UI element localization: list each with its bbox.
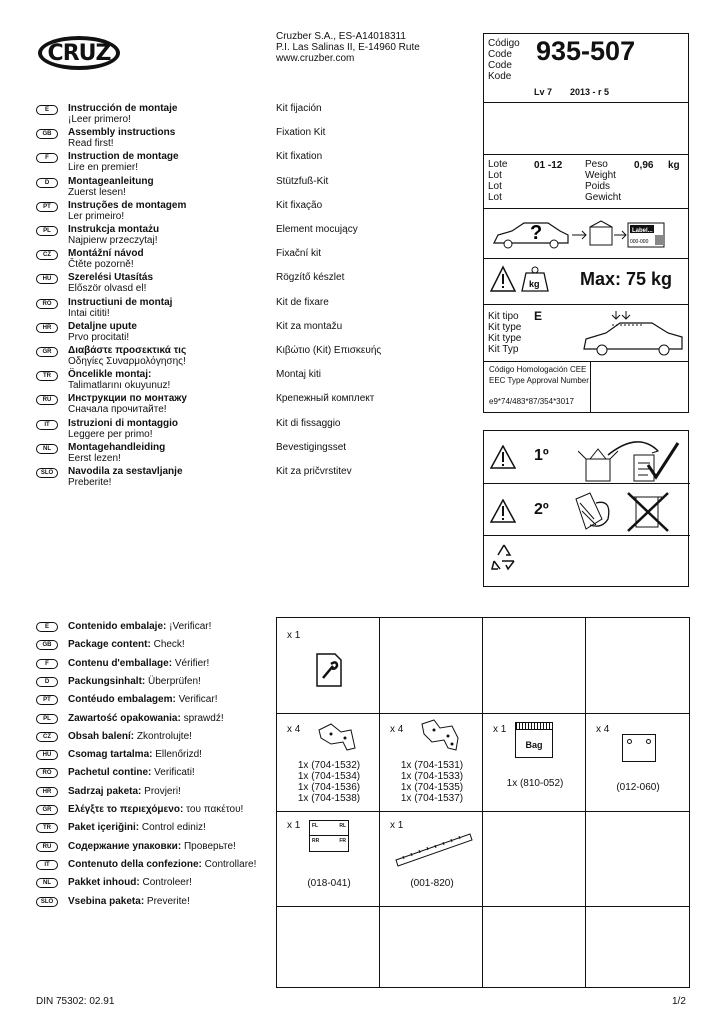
package-row — [36, 747, 296, 765]
bracket-b-refs: 1x (704-1531) 1x (704-1533) 1x (704-1535) 1x (704-1537) — [400, 760, 464, 804]
instruction-title: Montagehandleiding — [68, 441, 166, 453]
steps-box — [483, 430, 689, 587]
warning-icon — [490, 499, 516, 523]
kit-type-labels: Kit tipo Kit type Kit type Kit Typ — [488, 311, 522, 355]
kit-name: Kit de fixare — [276, 296, 329, 308]
car-label-location-icon — [490, 215, 686, 255]
language-badge: D — [36, 677, 58, 687]
instruction-title: Istruzioni di montaggio — [68, 417, 178, 429]
package-row — [36, 875, 296, 893]
language-badge: PL — [36, 226, 58, 236]
kit-name: Bevestigingsset — [276, 441, 347, 453]
instruction-title: Instrucción de montaje — [68, 103, 178, 114]
language-badge: RO — [36, 299, 58, 309]
instruction-title: Инструкции по монтажу — [68, 393, 187, 405]
language-badge: HU — [36, 750, 58, 760]
kit-name: Fixation Kit — [276, 127, 326, 139]
kit-name: Rögzítő készlet — [276, 272, 345, 284]
language-row — [36, 393, 426, 417]
language-row — [36, 200, 426, 224]
label-code: 000-000 — [630, 239, 649, 245]
part-cell-ruler — [379, 811, 483, 907]
blank-box — [483, 103, 689, 155]
package-text: Csomag tartalma: Ellenőrizd! — [68, 749, 202, 761]
instruction-title: Instruction de montage — [68, 151, 179, 163]
company-name: Cruzber S.A., ES-A14018311 — [276, 31, 406, 42]
language-row — [36, 321, 426, 345]
code-labels: Código Code Code Kode — [488, 38, 520, 82]
page-number: 1/2 — [672, 996, 686, 1007]
language-badge: E — [36, 622, 58, 632]
weight-value: 0,96 — [634, 160, 654, 171]
step-one-label: 1º — [534, 447, 549, 464]
weight-unit: kg — [668, 160, 680, 171]
kit-type-box — [483, 305, 689, 362]
instruction-subtitle: Read first! — [68, 138, 114, 150]
language-row — [36, 127, 426, 151]
pad-icon — [622, 734, 656, 762]
part-cell-bracket-a — [276, 713, 380, 812]
instruction-subtitle: Prvo procitati! — [68, 331, 130, 343]
instruction-subtitle: Lire en premier! — [68, 162, 139, 174]
bag-ref: 1x (810-052) — [506, 778, 564, 789]
language-badge: HR — [36, 323, 58, 333]
part-qty: x 1 — [287, 630, 301, 641]
homologation-box — [483, 362, 591, 413]
instruction-subtitle: Сначала прочитайте! — [68, 404, 167, 416]
package-text: Contenido embalaje: ¡Verificar! — [68, 621, 212, 632]
language-row — [36, 151, 426, 175]
revision: 2013 - r 5 — [570, 87, 610, 97]
open-box-check-icon — [578, 435, 682, 487]
bag-icon — [515, 722, 553, 758]
package-row — [36, 894, 296, 912]
part-cell-pad — [585, 713, 690, 812]
instruction-subtitle: Preberite! — [68, 477, 112, 488]
kit-name: Kit fijación — [276, 103, 322, 114]
bracket-a-icon — [317, 720, 357, 752]
part-cell-bracket-b — [379, 713, 483, 812]
recycle-icon — [488, 541, 520, 573]
package-row — [36, 857, 296, 875]
lot-value: 01 -12 — [534, 160, 563, 171]
language-row — [36, 272, 426, 296]
divider — [484, 483, 690, 484]
language-badge: RU — [36, 842, 58, 852]
part-cell-empty — [379, 617, 483, 714]
language-badge: PT — [36, 202, 58, 212]
language-badge: GB — [36, 640, 58, 650]
car-roof-icon — [582, 309, 686, 357]
package-text: Packungsinhalt: Überprüfen! — [68, 675, 201, 687]
kit-name: Kit za pričvrstitev — [276, 466, 352, 477]
language-badge: E — [36, 105, 58, 115]
language-row — [36, 442, 426, 466]
language-badge: PL — [36, 714, 58, 724]
package-text: Zawartość opakowania: sprawdź! — [68, 712, 224, 724]
part-qty: x 4 — [390, 724, 404, 735]
kit-type-value: E — [534, 309, 543, 323]
kit-name: Element mocujący — [276, 224, 358, 235]
package-row — [36, 637, 296, 655]
language-row — [36, 248, 426, 272]
ruler-icon — [394, 828, 474, 868]
instruction-subtitle: Najpierw przeczytaj! — [68, 235, 158, 246]
part-cell-empty — [585, 906, 690, 988]
package-row — [36, 784, 296, 802]
language-badge: PT — [36, 695, 58, 705]
language-badge: SLO — [36, 468, 58, 478]
recycle-packaging-icon — [572, 489, 682, 533]
kg-text: kg — [529, 279, 540, 289]
pad-ref: (012-060) — [616, 782, 660, 793]
kit-name: Κιβώτιο (Kit) Επισκευής — [276, 345, 382, 356]
instruction-subtitle: ¡Leer primero! — [68, 114, 131, 125]
part-qty: x 4 — [596, 724, 610, 735]
package-text: Содержание упаковки: Проверьте! — [68, 840, 236, 852]
instruction-title: Instructiuni de montaj — [68, 296, 173, 308]
kit-name: Fixační kit — [276, 248, 322, 260]
language-badge: GB — [36, 129, 58, 139]
package-text: Pakket inhoud: Controleer! — [68, 877, 192, 889]
part-cell-empty — [585, 617, 690, 714]
kit-name: Kit fixation — [276, 151, 323, 163]
bag-label: Bag — [525, 740, 543, 750]
instruction-title: Instrukcja montażu — [68, 224, 160, 235]
language-badge: TR — [36, 371, 58, 381]
package-text: Pachetul contine: Verificati! — [68, 767, 195, 779]
part-cell-empty — [585, 811, 690, 907]
instruction-title: Navodila za sestavljanje — [68, 466, 183, 477]
part-cell-empty — [276, 906, 380, 988]
part-cell-instructions — [276, 617, 380, 714]
language-row — [36, 345, 426, 369]
version: Lv 7 — [534, 87, 553, 97]
instruction-subtitle: Talimatlarını okuyunuz! — [68, 380, 171, 392]
question-mark: ? — [530, 222, 543, 244]
package-row — [36, 711, 296, 729]
language-badge: RU — [36, 395, 58, 405]
language-badge: IT — [36, 420, 58, 430]
homologation-number: e9*74/483*87/354*3017 — [489, 397, 574, 406]
package-text: Vsebina paketa: Preverite! — [68, 895, 190, 907]
part-cell-sticker — [276, 811, 380, 907]
language-row — [36, 224, 426, 248]
sticker-ref: (018-041) — [307, 878, 351, 889]
max-load-box — [483, 259, 689, 305]
kit-name: Montaj kiti — [276, 369, 322, 381]
language-badge: RO — [36, 768, 58, 778]
instruction-title: Assembly instructions — [68, 127, 176, 139]
din-standard: DIN 75302: 02.91 — [36, 996, 115, 1007]
language-row — [36, 418, 426, 442]
language-row — [36, 103, 426, 127]
language-row — [36, 369, 426, 393]
warning-icon — [490, 445, 516, 469]
package-text: Obsah balení: Zkontrolujte! — [68, 730, 192, 742]
part-qty: x 1 — [493, 724, 507, 735]
company-address: P.I. Las Salinas II, E-14960 Rute — [276, 42, 420, 53]
lot-box — [483, 155, 689, 209]
instruction-subtitle: Eerst lezen! — [68, 452, 121, 464]
ruler-ref: (001-820) — [410, 878, 454, 889]
bracket-a-refs: 1x (704-1532) 1x (704-1534) 1x (704-1536) 1x (704-1538) — [297, 760, 361, 804]
package-text: Contenu d'emballage: Vérifier! — [68, 657, 210, 669]
instruction-subtitle: Zuerst lesen! — [68, 186, 126, 198]
package-row — [36, 839, 296, 857]
part-cell-empty — [379, 906, 483, 988]
instruction-title: Διαβάστε προσεκτικά τις — [68, 345, 187, 356]
step-two-label: 2º — [534, 501, 549, 518]
language-badge: SLO — [36, 897, 58, 907]
language-badge: NL — [36, 444, 58, 454]
kit-name: Крепежный комплект — [276, 393, 375, 405]
part-qty: x 1 — [287, 820, 301, 831]
instruction-manual-icon — [315, 652, 343, 688]
instruction-subtitle: Először olvasd el! — [68, 283, 147, 295]
bracket-b-icon — [418, 718, 462, 754]
language-badge: CZ — [36, 250, 58, 260]
lot-labels: Lote Lot Lot Lot — [488, 159, 508, 203]
position-sticker-icon: FL RL RR FR — [309, 820, 349, 852]
language-badge: TR — [36, 823, 58, 833]
product-code: 935-507 — [536, 36, 636, 66]
package-row — [36, 765, 296, 783]
instruction-title: Montážní návod — [68, 248, 144, 260]
cruz-logo: CRUZ — [38, 36, 120, 70]
package-row — [36, 729, 296, 747]
label-text: Label... — [632, 228, 653, 234]
package-text: Package content: Check! — [68, 639, 185, 651]
instruction-title: Szerelési Utasítás — [68, 272, 154, 284]
language-badge: CZ — [36, 732, 58, 742]
code-box — [483, 33, 689, 103]
package-row — [36, 619, 296, 637]
company-info — [276, 31, 420, 64]
company-website[interactable]: www.cruzber.com — [276, 53, 355, 64]
language-badge: HU — [36, 274, 58, 284]
package-text: Sadrzaj paketa: Provjeri! — [68, 785, 181, 797]
instruction-subtitle: Leggere per primo! — [68, 428, 153, 440]
instruction-subtitle: Ler primeiro! — [68, 210, 125, 222]
divider — [484, 535, 690, 536]
package-text: Ελέγξτε το περιεχόμενο: του πακέτου! — [68, 804, 244, 815]
instruction-subtitle: Čtěte pozorně! — [68, 259, 134, 271]
part-cell-empty — [482, 906, 586, 988]
package-row — [36, 656, 296, 674]
language-badge: GR — [36, 805, 58, 815]
max-load: Max: 75 kg — [580, 269, 673, 289]
part-cell-bag — [482, 713, 586, 812]
part-qty: x 1 — [390, 820, 404, 831]
kit-name: Kit fixação — [276, 199, 323, 211]
package-row — [36, 802, 296, 820]
part-cell-empty — [482, 811, 586, 907]
instruction-title: Instruções de montagem — [68, 199, 187, 211]
label-graphic-box — [483, 209, 689, 259]
package-text: Contéudo embalagem: Verificar! — [68, 694, 218, 706]
package-row — [36, 820, 296, 838]
instruction-title: Öncelikle montaj: — [68, 369, 152, 381]
language-badge: F — [36, 659, 58, 669]
homologation-blank — [591, 362, 689, 413]
instruction-subtitle: Οδηγίες Συναρμολόγησης! — [68, 356, 186, 367]
language-badge: D — [36, 178, 58, 188]
homologation-title: Código Homologación CEE EEC Type Approval Number — [489, 365, 589, 385]
part-cell-empty — [482, 617, 586, 714]
weight-labels: Peso Weight Poids Gewicht — [585, 159, 622, 203]
package-row — [36, 674, 296, 692]
warning-weight-icon — [490, 265, 552, 295]
language-badge: GR — [36, 347, 58, 357]
package-text: Contenuto della confezione: Controllare! — [68, 858, 257, 870]
language-row — [36, 466, 426, 490]
instruction-title: Montageanleitung — [68, 175, 154, 187]
language-badge: HR — [36, 787, 58, 797]
language-badge: IT — [36, 860, 58, 870]
kit-name: Kit za montažu — [276, 320, 343, 332]
package-text: Paket içeriğini: Control ediniz! — [68, 822, 206, 834]
language-badge: F — [36, 153, 58, 163]
kit-name: Kit di fissaggio — [276, 417, 341, 429]
package-row — [36, 692, 296, 710]
part-qty: x 4 — [287, 724, 301, 735]
instruction-title: Detaljne upute — [68, 320, 137, 332]
kit-name: Stützfuß-Kit — [276, 175, 329, 187]
language-row — [36, 176, 426, 200]
language-row — [36, 297, 426, 321]
language-badge: NL — [36, 878, 58, 888]
instruction-subtitle: Intai cititi! — [68, 307, 110, 319]
